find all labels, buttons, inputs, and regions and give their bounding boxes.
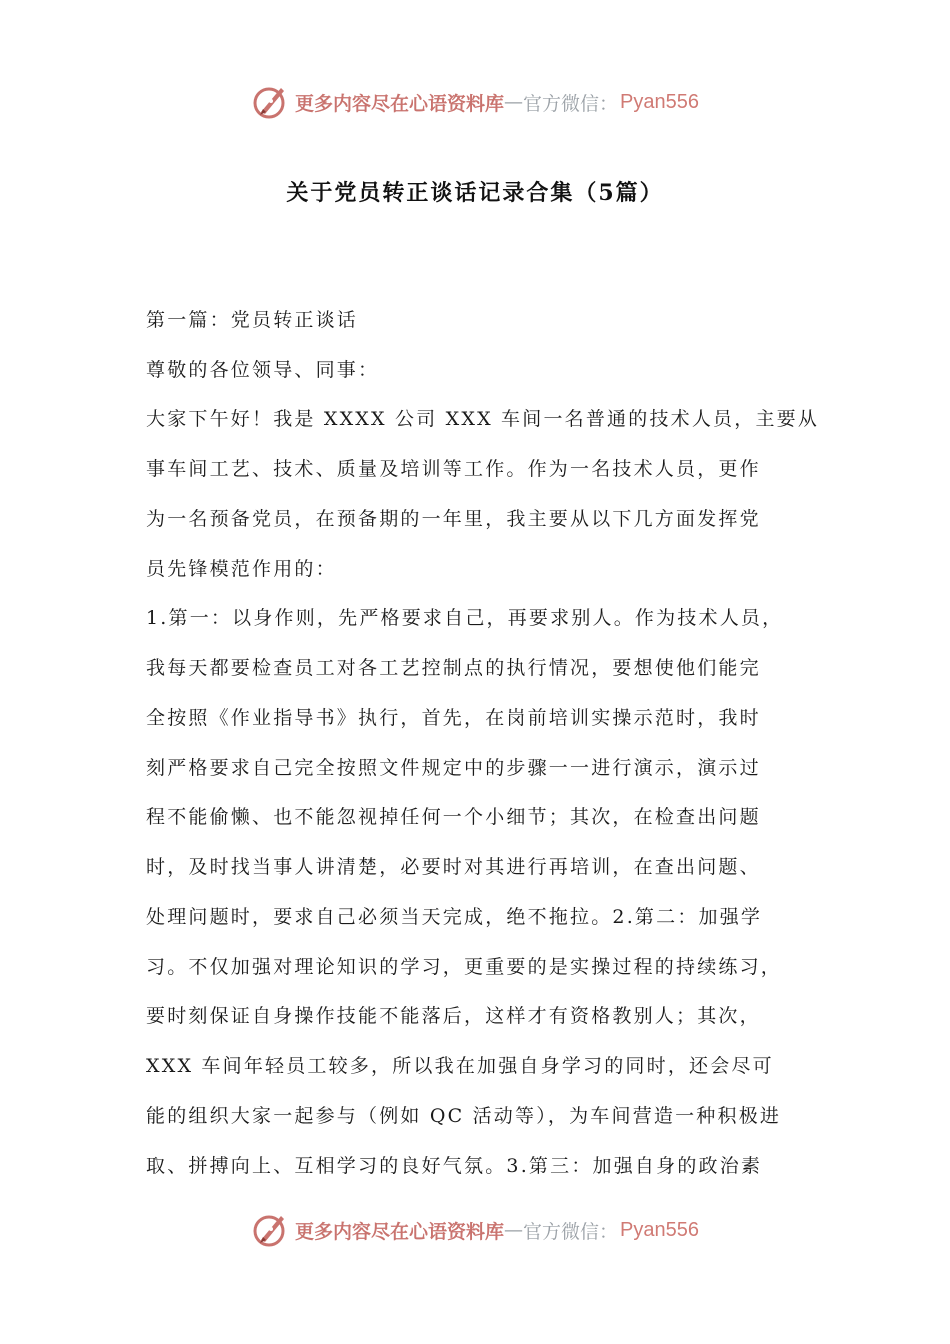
wechat-id: Pyan556 [620,90,699,113]
body-line: 尊敬的各位领导、同事： [146,359,380,381]
body-line: 事车间工艺、技术、质量及培训等工作。作为一名技术人员，更作 [146,458,761,480]
brand-text: 更多内容尽在心语资料库 [295,92,505,115]
body-line: 大家下午好！我是 XXXX 公司 XXX 车间一名普通的技术人员，主要从 [146,408,820,430]
body-line: 能的组织大家一起参与（例如 QC 活动等），为车间营造一种积极进 [146,1105,782,1127]
body-line: 处理问题时，要求自己必须当天完成，绝不拖拉。2.第二：加强学 [146,906,763,928]
body-line: 第一篇：党员转正谈话 [146,309,359,331]
body-line: XXX 车间年轻员工较多，所以我在加强自身学习的同时，还会尽可 [146,1055,774,1077]
quill-pen-circle-icon [251,1210,291,1250]
wechat-id: Pyan556 [620,1218,699,1241]
header-banner [0,80,950,124]
body-line: 程不能偷懒、也不能忽视掉任何一个小细节；其次，在检查出问题 [146,806,761,828]
banner-separator: — [504,91,524,113]
body-line: 时，及时找当事人讲清楚，必要时对其进行再培训，在查出问题、 [146,856,761,878]
quill-pen-circle-icon [251,82,291,122]
footer-banner [0,1208,950,1252]
body-line: 员先锋模范作用的： [146,558,337,580]
body-line: 为一名预备党员，在预备期的一年里，我主要从以下几方面发挥党 [146,508,761,530]
body-line: 我每天都要检查员工对各工艺控制点的执行情况，要想使他们能完 [146,657,761,679]
body-line: 要时刻保证自身操作技能不能落后，这样才有资格教别人；其次， [146,1005,761,1027]
body-line: 全按照《作业指导书》执行，首先，在岗前培训实操示范时，我时 [146,707,761,729]
body-line: 1.第一：以身作则，先严格要求自己，再要求别人。作为技术人员， [146,607,784,629]
body-line: 取、拼搏向上、互相学习的良好气氛。3.第三：加强自身的政治素 [146,1155,763,1177]
body-line: 习。不仅加强对理论知识的学习，更重要的是实操过程的持续练习， [146,956,783,978]
wechat-label: 官方微信： [523,92,619,115]
document-title: 关于党员转正谈话记录合集（5篇） [286,180,664,206]
wechat-label: 官方微信： [523,1220,619,1243]
body-line: 刻严格要求自己完全按照文件规定中的步骤一一进行演示，演示过 [146,757,761,779]
brand-text: 更多内容尽在心语资料库 [295,1220,505,1243]
banner-separator: — [504,1219,524,1241]
